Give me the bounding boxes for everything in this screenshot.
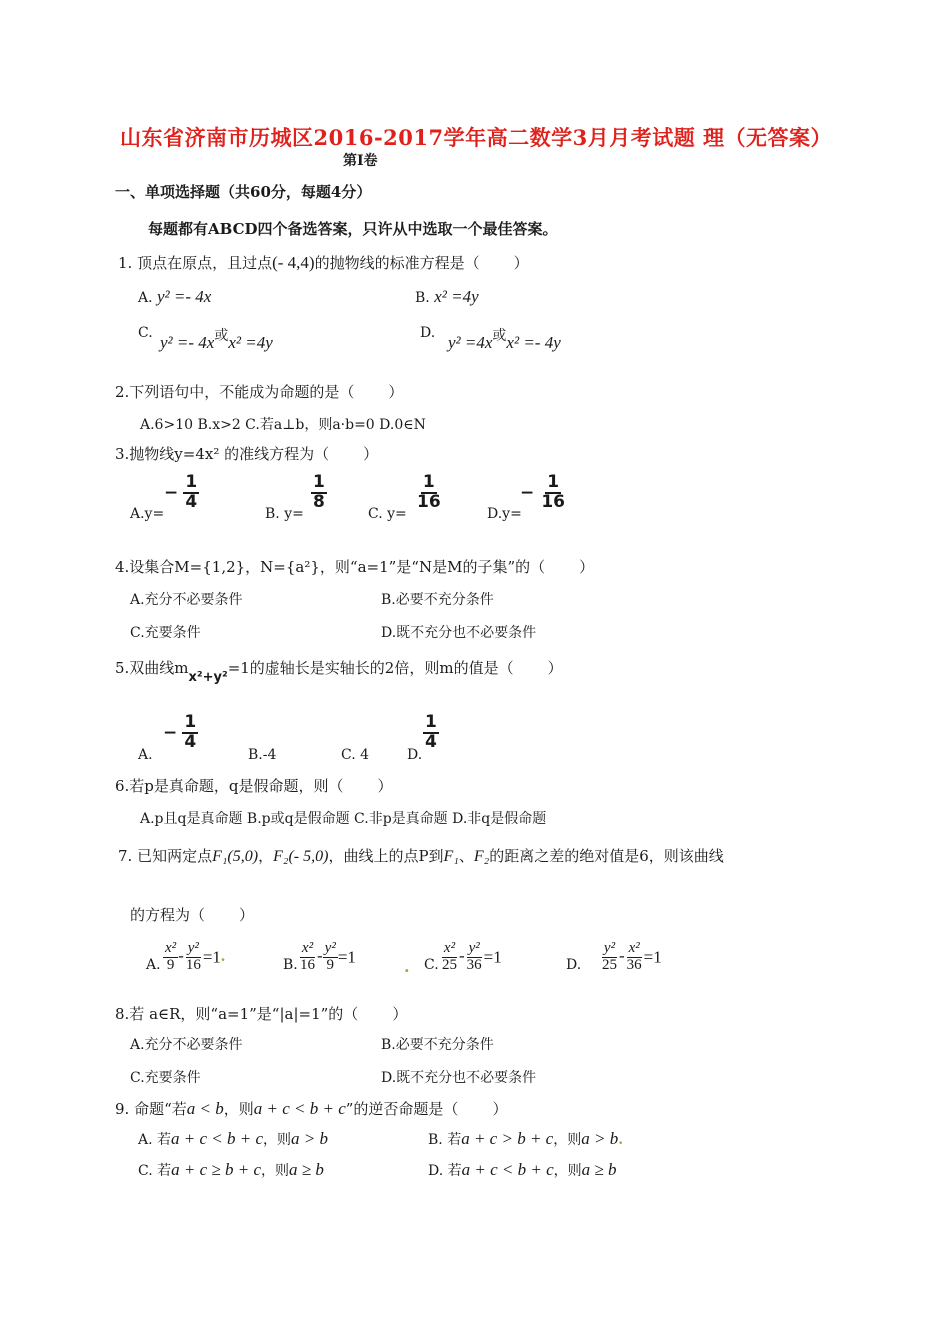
question-8-option-c[interactable]: C.充要条件 xyxy=(130,1070,201,1086)
question-1-text: 1. 顶点在原点，且过点 xyxy=(118,254,273,272)
question-3-option-c-label[interactable]: C. y= xyxy=(368,506,407,522)
question-5-option-d-fraction: $\frac{1}{4}$ xyxy=(425,712,437,752)
question-1-option-d-math: y² =4x或x² =- 4y xyxy=(448,328,561,352)
question-9-option-b[interactable]: B. 若a + c > b + c，则a > b. xyxy=(428,1129,624,1148)
question-5-option-a-fraction: − $\frac{1}{4}$ xyxy=(163,712,197,752)
question-3: 3.抛物线y=4x² 的准线方程为（ ） xyxy=(115,445,379,463)
question-7-option-c-equation: $\frac{\text{x²}}{25}$ - $\frac{\text{y²}}{36}$ =1 xyxy=(442,940,502,973)
section-heading: 一、单项选择题（共60分，每题4分） xyxy=(115,183,372,201)
question-7-option-d-label[interactable]: D. xyxy=(566,957,582,973)
question-3-option-d-fraction: − $\frac{1}{16}$ xyxy=(520,472,566,512)
document-title: 山东省济南市历城区2016-2017学年高二数学3月月考试题 理（无答案） xyxy=(120,125,833,150)
instructions: 每题都有ABCD四个备选答案，只许从中选取一个最佳答案。 xyxy=(148,220,558,238)
question-4-option-b[interactable]: B.必要不充分条件 xyxy=(381,592,494,608)
question-3-option-a-label[interactable]: A.y= xyxy=(130,506,165,522)
question-7-option-c-label[interactable]: C. xyxy=(424,957,439,973)
question-1-option-d[interactable]: D. xyxy=(420,325,436,341)
question-3-option-b-label[interactable]: B. y= xyxy=(265,506,304,522)
question-6-options[interactable]: A.p且q是真命题 B.p或q是假命题 C.非p是真命题 D.非q是假命题 xyxy=(140,811,547,827)
question-1: 1. 顶点在原点，且过点(- 4,4)的抛物线的标准方程是（ ） xyxy=(118,253,529,272)
question-5: 5.双曲线mx²+y²=1的虚轴长是实轴长的2倍，则m的值是（ ） xyxy=(115,659,563,685)
question-9: 9. 命题“若a < b，则a + c < b + c”的逆否命题是（ ） xyxy=(115,1099,508,1118)
question-4-option-d[interactable]: D.既不充分也不必要条件 xyxy=(381,625,537,641)
question-2: 2.下列语句中，不能成为命题的是（ ） xyxy=(115,383,404,401)
part-label: 第Ⅰ卷 xyxy=(343,153,378,169)
question-7: 7. 已知两定点F₁(5,0)，F₂(- 5,0)，曲线上的点P到F₁、F₂的距离之差的绝对值是6，则该曲线 xyxy=(118,847,724,865)
question-4-option-a[interactable]: A.充分不必要条件 xyxy=(130,592,243,608)
question-4: 4.设集合M={1,2}，N={a²}，则“a=1”是“N是M的子集”的（ ） xyxy=(115,558,595,576)
question-7-continued: 的方程为（ ） xyxy=(130,906,255,924)
question-7-option-b-label[interactable]: B. xyxy=(283,957,298,973)
question-7-option-b-equation: $\frac{\text{x²}}{16}$ - $\frac{\text{y²}}{9}$ =1 xyxy=(300,940,356,973)
question-1-option-c[interactable]: C. xyxy=(138,325,153,341)
question-1-point: (- 4,4) xyxy=(272,253,315,272)
question-7-option-a-equation: $\frac{\text{x²}}{9}$ - $\frac{\text{y²}}{16}$ =1. xyxy=(165,940,226,973)
question-5-option-b[interactable]: B.-4 xyxy=(248,747,277,763)
question-8-option-b[interactable]: B.必要不充分条件 xyxy=(381,1037,494,1053)
question-9-option-d[interactable]: D. 若a + c < b + c，则a ≥ b xyxy=(428,1160,617,1179)
question-8-option-d[interactable]: D.既不充分也不必要条件 xyxy=(381,1070,537,1086)
question-5-option-a-label[interactable]: A. xyxy=(138,747,153,763)
question-8: 8.若 a∈R，则“a=1”是“|a|=1”的（ ） xyxy=(115,1005,408,1023)
question-1-option-a[interactable]: A. y² =- 4x xyxy=(138,287,212,306)
question-2-options[interactable]: A.6>10 B.x>2 C.若a⊥b，则a·b=0 D.0∈N xyxy=(140,417,426,433)
question-7-option-d-equation: $\frac{\text{y²}}{25}$ - $\frac{\text{x²}}{36}$ =1 xyxy=(602,940,662,973)
question-1-option-b[interactable]: B. x² =4y xyxy=(415,287,479,306)
question-4-option-c[interactable]: C.充要条件 xyxy=(130,625,201,641)
stray-mark: . xyxy=(404,957,410,976)
question-9-option-c[interactable]: C. 若a + c ≥ b + c，则a ≥ b xyxy=(138,1160,324,1179)
question-3-option-a-fraction: − $\frac{1}{4}$ xyxy=(164,472,198,512)
question-1-option-c-math: y² =- 4x或x² =4y xyxy=(160,328,273,352)
question-3-option-b-fraction: $\frac{1}{8}$ xyxy=(313,472,325,512)
question-3-option-d-label[interactable]: D.y= xyxy=(487,506,522,522)
question-5-option-c[interactable]: C. 4 xyxy=(341,747,370,763)
question-3-option-c-fraction: $\frac{1}{16}$ xyxy=(417,472,441,512)
question-1-text-b: 的抛物线的标准方程是（ xyxy=(314,254,480,272)
question-8-option-a[interactable]: A.充分不必要条件 xyxy=(130,1037,243,1053)
question-5-option-d-label[interactable]: D. xyxy=(407,747,423,763)
question-9-option-a[interactable]: A. 若a + c < b + c，则a > b xyxy=(138,1129,329,1148)
question-6: 6.若p是真命题，q是假命题，则（ ） xyxy=(115,777,393,795)
question-7-option-a-label[interactable]: A. xyxy=(146,957,161,973)
